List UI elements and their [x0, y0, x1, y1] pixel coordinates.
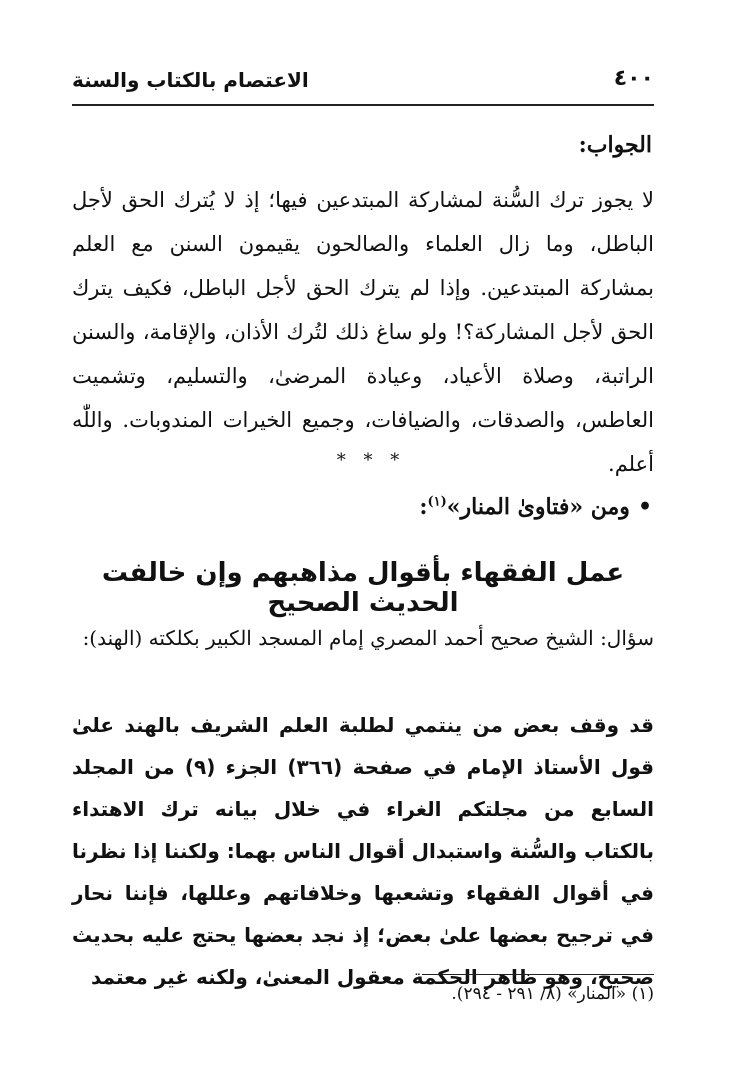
footnote-reference: (١) [427, 494, 447, 510]
source-label: ومن «فتاوىٰ المنار» [446, 494, 630, 520]
running-title: الاعتصام بالكتاب والسنة [72, 68, 309, 92]
answer-paragraph: لا يجوز ترك السُّنة لمشاركة المبتدعين فيها؛ إذ لا يُترك الحق لأجل الباطل، وما زال العلماء والصالحون يقيمون السنن مع العلم بمشاركة المبتدعين. وإذا لم يترك الحق لأجل الباطل، فكيف يترك الحق لأجل المشاركة؟! ولو ساغ ذلك لتُرك الأذان، والإقامة، والسنن الراتبة، وصلاة الأعياد، وعيادة المرضىٰ، والتسليم، وتشميت العاطس، والصدقات، والضيافات، وجميع الخيرات المندوبات. واللّٰه أعلم. [72, 188, 654, 476]
page-number: ٤٠٠ [613, 66, 654, 91]
footnote-rule [422, 974, 654, 975]
question-body: قد وقف بعض من ينتمي لطلبة العلم الشريف بالهند علىٰ قول الأستاذ الإمام في صفحة (٣٦٦) الجزء (٩) من المجلد السابع من مجلتكم الغراء في خلال بيانه ترك الاهتداء بالكتاب والسُّنة واستبدال أقوال الناس بهما: ولكننا إذا نظرنا في أقوال الفقهاء وتشعبها وخلافاتهم وعللها، فإننا نحار في ترجيح بعضها علىٰ بعض؛ إذ نجد بعضها يحتج عليه بحديث صحيح، وهو ظاهر الحكمة معقول المعنىٰ، ولكنه غير معتمد [72, 713, 654, 989]
footnote: (١) «المنار» (٨/ ٢٩١ - ٢٩٤). [451, 984, 654, 1004]
source-suffix: : [419, 494, 428, 520]
bullet-icon: • [637, 494, 652, 520]
answer-heading: الجواب: [578, 132, 652, 158]
header-rule [72, 104, 654, 106]
question-paragraph: سؤال: الشيخ صحيح أحمد المصري إمام المسجد الكبير بكلكته (الهند): [82, 626, 654, 650]
source-line [419, 494, 652, 520]
page-header [72, 66, 654, 100]
section-title: عمل الفقهاء بأقوال مذاهبهم وإن خالفت الحديث الصحيح [101, 558, 625, 618]
section-separator: * * * [336, 450, 406, 471]
